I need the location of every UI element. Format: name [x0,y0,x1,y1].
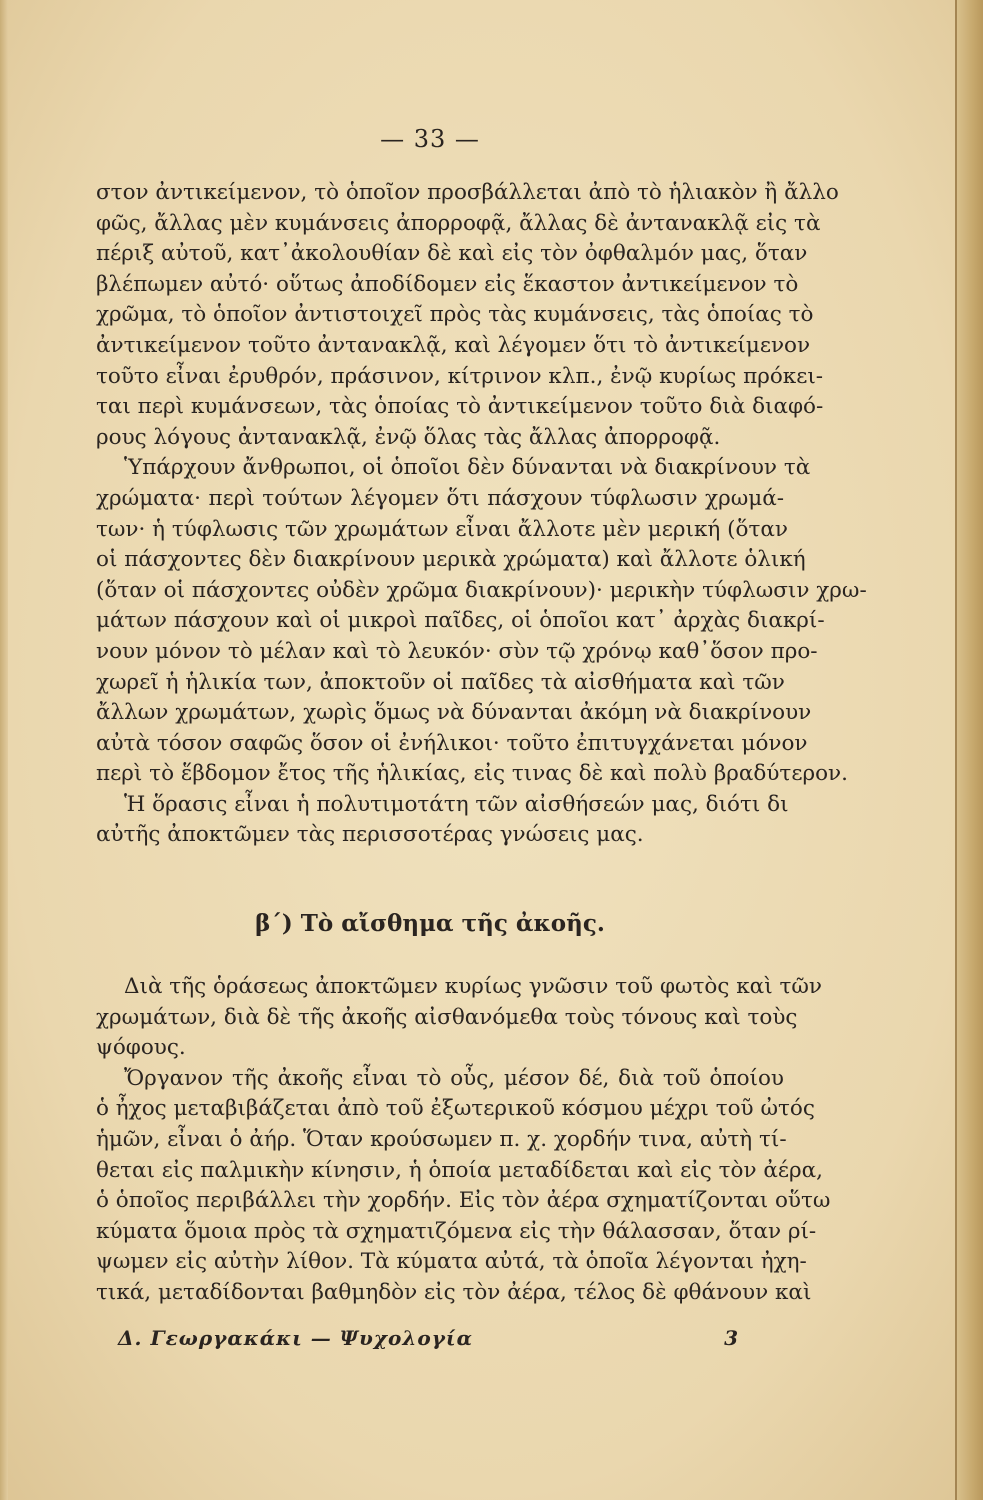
text-line: ρους λόγους ἀντανακλᾷ, ἐνῷ ὅλας τὰς ἄλλας ἀπορροφᾷ. [96,424,721,450]
page-footer [118,1326,738,1350]
text-line: αὐτὰ τόσον σαφῶς ὅσον οἱ ἐνήλικοι· τοῦτο ἐπιτυγχάνεται μόνον [96,730,808,756]
page-number: — 33 — [380,125,480,153]
text-line: ἡμῶν, εἶναι ὁ ἀήρ. Ὅταν κρούσωμεν π. χ. χορδήν τινα, αὐτὴ τί- [96,1126,787,1152]
text-line: χρώματα· περὶ τούτων λέγομεν ὅτι πάσχουν τύφλωσιν χρωμά- [96,485,784,511]
text-block-lower [96,972,831,1309]
text-line: ἀντικείμενον τοῦτο ἀντανακλᾷ, καὶ λέγομεν ὅτι τὸ ἀντικείμενον [96,332,811,358]
text-line: Ἡ ὅρασις εἶναι ἡ πολυτιμοτάτη τῶν αἰσθήσεών μας, διότι δι [124,791,789,817]
text-line: νουν μόνον τὸ μέλαν καὶ τὸ λευκόν· σὺν τῷ χρόνῳ καθ᾽ὅσον προ- [96,638,818,664]
text-line: βλέπωμεν αὐτό· οὕτως ἀποδίδομεν εἰς ἕκαστον ἀντικείμενον τὸ [96,271,799,297]
footer-signature: Δ. Γεωργακάκι — Ψυχολογία [118,1326,473,1350]
text-line: χρῶμα, τὸ ὁποῖον ἀντιστοιχεῖ πρὸς τὰς κυμάνσεις, τὰς ὁποίας τὸ [96,302,814,328]
text-line: ψωμεν εἰς αὐτὴν λίθον. Τὰ κύματα αὐτά, τὰ ὁποῖα λέγονται ἠχη- [96,1249,807,1275]
page-left-edge [0,0,8,1500]
section-heading: β΄) Τὸ αἴσθημα τῆς ἀκοῆς. [255,910,605,937]
text-line: ψόφους. [96,1035,186,1061]
footer-sheet-number: 3 [724,1326,738,1350]
text-line: ἄλλων χρωμάτων, χωρὶς ὅμως νὰ δύνανται ἀκόμη νὰ διακρίνουν [96,700,812,726]
text-line: ται περὶ κυμάνσεων, τὰς ὁποίας τὸ ἀντικείμενον τοῦτο διὰ διαφό- [96,394,824,420]
paragraph-4 [96,972,822,1064]
text-line: κύματα ὅμοια πρὸς τὰ σχηματιζόμενα εἰς τὴν θάλασσαν, ὅταν ρί- [96,1218,817,1244]
text-line: φῶς, ἄλλας μὲν κυμάνσεις ἀπορροφᾷ, ἄλλας δὲ ἀντανακλᾷ εἰς τὰ [96,210,821,236]
text-line: οἱ πάσχοντες δὲν διακρίνουν μερικὰ χρώματα) καὶ ἄλλοτε ὁλική [96,547,806,573]
paragraph-1 [96,178,839,453]
paragraph-3 [96,790,789,851]
text-line: ὁ ἦχος μεταβιβάζεται ἀπὸ τοῦ ἐξωτερικοῦ κόσμου μέχρι τοῦ ὠτός [96,1096,815,1122]
text-line: ὁ ὁποῖος περιβάλλει τὴν χορδήν. Εἰς τὸν ἀέρα σχηματίζονται οὕτω [96,1188,831,1214]
text-line: (ὅταν οἱ πάσχοντες οὐδὲν χρῶμα διακρίνουν)· μερικὴν τύφλωσιν χρω- [96,577,867,603]
text-line: περὶ τὸ ἕβδομον ἔτος τῆς ἡλικίας, εἰς τινας δὲ καὶ πολὺ βραδύτερον. [96,761,848,787]
text-line: μάτων πάσχουν καὶ οἱ μικροὶ παῖδες, οἱ ὁποῖοι κατ᾽ ἀρχὰς διακρί- [96,608,825,634]
text-block-upper [96,178,867,851]
text-line: θεται εἰς παλμικὴν κίνησιν, ἡ ὁποία μεταδίδεται καὶ εἰς τὸν ἀέρα, [96,1157,824,1183]
text-line: χωρεῖ ἡ ἡλικία των, ἀποκτοῦν οἱ παῖδες τὰ αἰσθήματα καὶ τῶν [96,669,785,695]
text-line: Ὑπάρχουν ἄνθρωποι, οἱ ὁποῖοι δὲν δύνανται νὰ διακρίνουν τὰ [124,455,811,481]
text-line: Διὰ τῆς ὁράσεως ἀποκτῶμεν κυρίως γνῶσιν τοῦ φωτὸς καὶ τῶν [124,974,822,999]
text-line: Ὄργανον τῆς ἀκοῆς εἶναι τὸ οὖς, μέσον δέ, διὰ τοῦ ὁποίου [124,1065,784,1091]
text-line: πέριξ αὐτοῦ, κατ᾽ἀκολουθίαν δὲ καὶ εἰς τὸν ὀφθαλμόν μας, ὅταν [96,241,808,267]
text-line: των· ἡ τύφλωσις τῶν χρωμάτων εἶναι ἄλλοτε μὲν μερική (ὅταν [96,516,788,542]
text-line: τοῦτο εἶναι ἐρυθρόν, πράσινον, κίτρινον κλπ., ἐνῷ κυρίως πρόκει- [96,363,824,389]
page-right-edge [955,0,983,1500]
paragraph-5 [96,1064,831,1309]
text-line: τικά, μεταδίδονται βαθμηδὸν εἰς τὸν ἀέρα, τέλος δὲ φθάνουν καὶ [96,1279,812,1305]
text-line: στον ἀντικείμενον, τὸ ὁποῖον προσβάλλεται ἀπὸ τὸ ἡλιακὸν ἢ ἄλλο [96,180,839,205]
text-line: αὐτῆς ἀποκτῶμεν τὰς περισσοτέρας γνώσεις μας. [96,822,644,848]
paragraph-2 [96,453,867,790]
text-line: χρωμάτων, διὰ δὲ τῆς ἀκοῆς αἰσθανόμεθα τοὺς τόνους καὶ τοὺς [96,1004,798,1030]
